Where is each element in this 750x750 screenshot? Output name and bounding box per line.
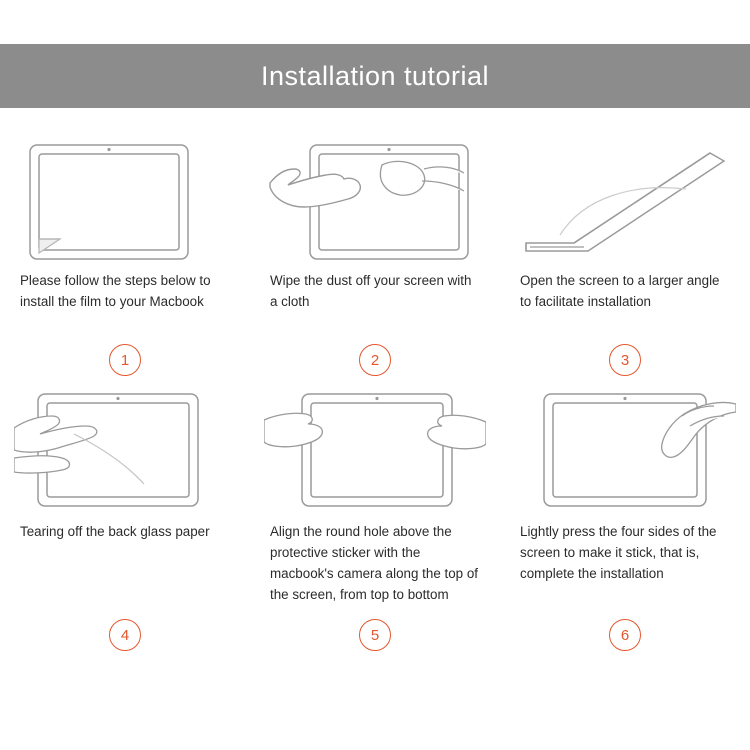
- step-card-5: [250, 376, 500, 651]
- step-caption-1: Please follow the steps below to install the film to your Macbook: [20, 273, 211, 309]
- step-illustration-6: [514, 386, 736, 511]
- steps-grid: [0, 125, 750, 651]
- step-card-6: [500, 376, 750, 651]
- step-card-3: [500, 125, 750, 376]
- step-caption-2: Wipe the dust off your screen with a cloth: [270, 273, 472, 309]
- step-illustration-1: [14, 135, 236, 260]
- step-illustration-3: [514, 135, 736, 260]
- header-band: [0, 44, 750, 108]
- step-card-2: [250, 125, 500, 376]
- step-illustration-5: [264, 386, 486, 511]
- step-card-4: [0, 376, 250, 651]
- step-number-2: 2: [359, 344, 391, 376]
- step-illustration-4: [14, 386, 236, 511]
- step-number-1: 1: [109, 344, 141, 376]
- page-title: Installation tutorial: [260, 60, 490, 91]
- step-number-5: 5: [359, 619, 391, 651]
- step-caption-5: Align the round hole above the protective sticker with the macbook's camera along the top of the screen, from top to bottom: [270, 524, 478, 602]
- step-number-6: 6: [609, 619, 641, 651]
- step-illustration-2: [264, 135, 486, 260]
- step-card-1: [0, 125, 250, 376]
- step-caption-6: Lightly press the four sides of the screen to make it stick, that is, complete the installation: [520, 524, 717, 581]
- step-caption-4: Tearing off the back glass paper: [20, 524, 210, 539]
- step-number-4: 4: [109, 619, 141, 651]
- step-caption-3: Open the screen to a larger angle to facilitate installation: [520, 273, 720, 309]
- step-number-3: 3: [609, 344, 641, 376]
